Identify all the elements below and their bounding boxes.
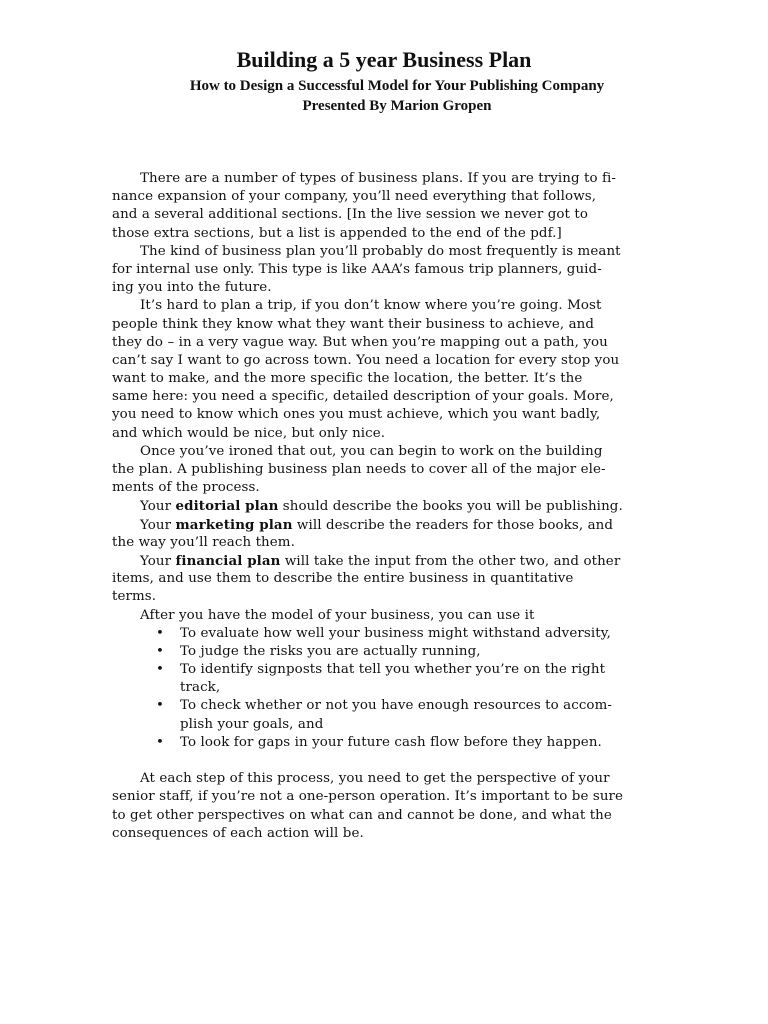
text-line: to get other perspectives on what can and cannot be done, and what the	[112, 807, 612, 823]
text-line: items, and use them to describe the entire business in quantitative	[112, 571, 574, 587]
document-title: Building a 5 year Business Plan	[236, 47, 532, 72]
text-line: those extra sections, but a list is appended to the end of the pdf.]	[112, 225, 562, 241]
text-span: should describe the books you will be publishing.	[278, 499, 623, 515]
text-line: want to make, and the more specific the location, the better. It’s the	[112, 371, 583, 387]
bullet-icon: •	[156, 625, 164, 641]
text-line: same here: you need a specific, detailed description of your goals. More,	[112, 389, 614, 405]
text-line: After you have the model of your business, you can use it	[140, 607, 535, 623]
text-line: senior staff, if you’re not a one-person operation. It’s important to be sure	[112, 789, 624, 805]
text-line: terms.	[112, 589, 157, 605]
list-item-continuation: track,	[180, 680, 221, 696]
financial-plan-line	[112, 552, 652, 570]
text-line: ments of the process.	[112, 480, 260, 496]
bullet-icon: •	[156, 698, 164, 714]
list-item-text: To evaluate how well your business might withstand adversity,	[180, 625, 611, 641]
financial-plan-term: financial plan	[175, 552, 281, 569]
text-span: Your	[140, 499, 176, 515]
text-span: Your	[140, 517, 176, 533]
text-span: will take the input from the other two, and other	[280, 553, 621, 569]
list-item-continuation: plish your goals, and	[180, 716, 324, 732]
list-item	[112, 697, 652, 715]
text-line: they do – in a very vague way. But when you’re mapping out a path, you	[112, 334, 608, 350]
text-line: ing you into the future.	[112, 280, 272, 296]
text-line: you need to know which ones you must achieve, which you want badly,	[112, 407, 601, 423]
text-line: It’s hard to plan a trip, if you don’t know where you’re going. Most	[140, 298, 602, 314]
text-line: consequences of each action will be.	[112, 825, 364, 841]
marketing-plan-term: marketing plan	[175, 516, 293, 533]
list-item-text: To check whether or not you have enough resources to accom-	[180, 698, 613, 714]
text-line: the plan. A publishing business plan needs to cover all of the major ele-	[112, 462, 606, 477]
paragraph-gap	[112, 752, 652, 770]
text-line: At each step of this process, you need to get the perspective of your	[140, 771, 610, 787]
presenter-line: Presented By Marion Gropen	[302, 98, 492, 114]
list-item	[112, 661, 652, 679]
text-line: The kind of business plan you’ll probably do most frequently is meant	[140, 243, 621, 259]
text-line: the way you’ll reach them.	[112, 534, 295, 550]
paragraph-internal-plan	[112, 243, 652, 298]
text-line: There are a number of types of business plans. If you are trying to fi-	[140, 171, 617, 186]
bullet-icon: •	[156, 734, 164, 750]
bullet-icon: •	[156, 643, 164, 659]
marketing-plan-line	[112, 516, 652, 534]
editorial-plan-line	[112, 497, 652, 515]
text-line: Once you’ve ironed that out, you can begin to work on the building	[140, 443, 603, 459]
list-item	[112, 734, 652, 752]
list-item-text: To identify signposts that tell you whether you’re on the right	[180, 662, 606, 678]
list-item	[112, 643, 652, 661]
text-line: for internal use only. This type is like AAA’s famous trip planners, guid-	[112, 261, 602, 277]
paragraph-trip-analogy	[112, 297, 652, 443]
text-line: can’t say I want to go across town. You need a location for every stop you	[112, 352, 620, 368]
uses-bullet-list	[112, 625, 652, 752]
text-line: and which would be nice, but only nice.	[112, 425, 386, 441]
list-item-text: To look for gaps in your future cash flow before they happen.	[180, 734, 602, 750]
document-body	[112, 170, 652, 843]
text-line: and a several additional sections. [In the live session we never got to	[112, 207, 589, 223]
bullet-icon: •	[156, 662, 164, 678]
paragraph-intro	[112, 170, 652, 243]
editorial-plan-term: editorial plan	[175, 498, 279, 515]
paragraph-perspective	[112, 770, 652, 843]
document-subtitle: How to Design a Successful Model for Your Publishing Company	[189, 78, 605, 94]
text-span: will describe the readers for those books, and	[292, 517, 614, 533]
text-line: people think they know what they want their business to achieve, and	[112, 316, 595, 332]
paragraph-process	[112, 443, 652, 498]
text-span: Your	[140, 553, 176, 569]
text-line: nance expansion of your company, you’ll need everything that follows,	[112, 189, 597, 205]
list-item-text: To judge the risks you are actually running,	[180, 643, 481, 659]
list-item	[112, 625, 652, 643]
